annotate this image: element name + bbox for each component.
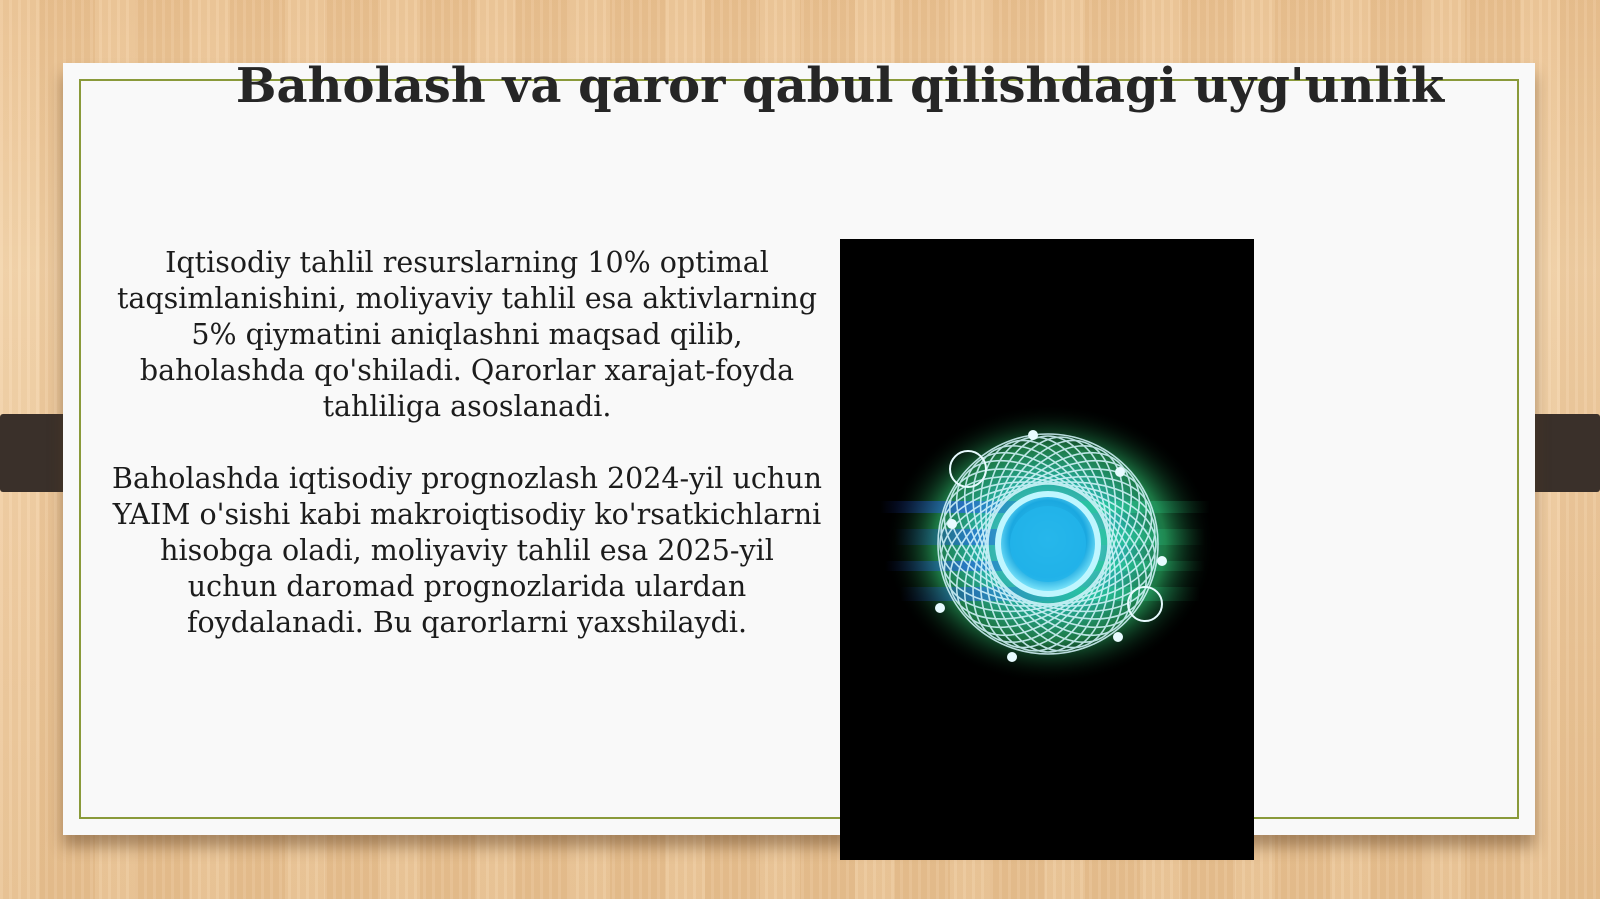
glowing-sphere-image [840,239,1254,860]
slide-body [112,245,822,677]
paragraph-2: Baholashda iqtisodiy prognozlash 2024-yil uchun YAIM o'sishi kabi makroiqtisodiy ko'rsatkichlarni hisobga oladi, moliyaviy tahlil esa 2025-yil uchun daromad prognozlarida ulardan foydalanadi. Bu qarorlarni yaxshilaydi. [112,462,822,639]
glowing-sphere-graphic [840,239,1254,860]
paragraph-1: Iqtisodiy tahlil resurslarning 10% optimal taqsimlanishini, moliyaviy tahlil esa aktivlarning 5% qiymatini aniqlashni maqsad qilib, baholashda qo'shiladi. Qarorlar xarajat-foyda tahliliga asoslanadi. [116,246,818,423]
slide-title: Baholash va qaror qabul qilishdagi uyg'unlik [235,58,1445,114]
